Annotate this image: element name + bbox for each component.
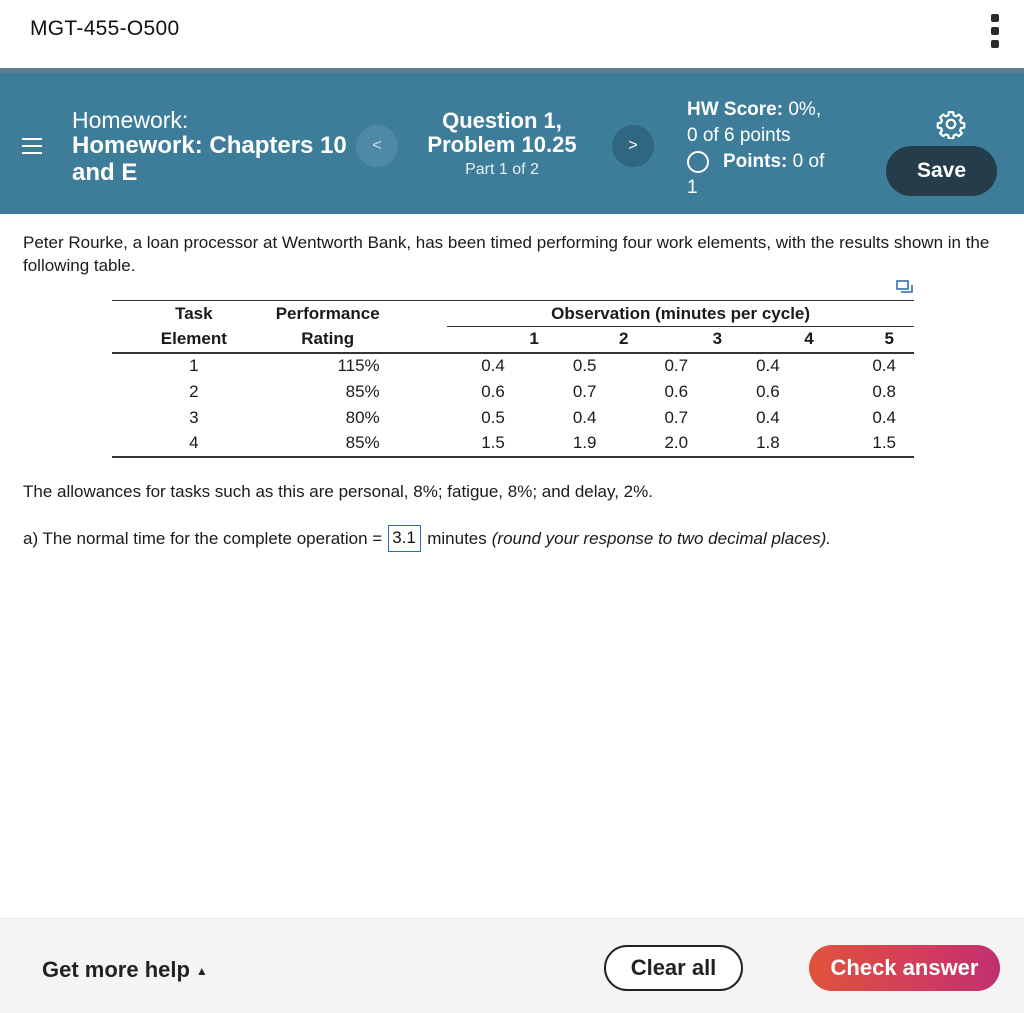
menu-icon[interactable] [22, 138, 42, 154]
course-title: MGT-455-O500 [30, 17, 180, 40]
rating-cell: 80% [345, 407, 380, 427]
table-row [112, 353, 914, 379]
obs-cell: 0.4 [756, 356, 780, 375]
obs-cell: 0.7 [664, 407, 689, 427]
hw-score [687, 97, 847, 123]
obs-cell: 0.4 [481, 356, 505, 375]
points-total: 0 of 6 points [687, 125, 791, 146]
settings-gear-icon[interactable] [936, 109, 966, 139]
obs-cell: 0.6 [664, 381, 689, 401]
previous-question-button[interactable]: < [356, 125, 398, 167]
question-part: Part 1 of 2 [465, 161, 539, 178]
obs-cell: 0.4 [756, 407, 780, 427]
task-cell: 1 [189, 356, 199, 375]
obs-cell: 1.9 [572, 433, 597, 452]
clear-all-button[interactable]: Clear all [604, 945, 743, 991]
hw-score-value: 0%, [788, 99, 822, 120]
col-rating-header: Performance [275, 303, 380, 323]
task-cell: 4 [189, 433, 199, 452]
col-rating-header-2: Rating [301, 329, 355, 348]
obs-cell: 1.5 [481, 433, 505, 452]
obs-cell: 0.5 [572, 356, 597, 375]
obs-col-1: 1 [529, 329, 539, 349]
obs-cell: 0.4 [872, 407, 896, 427]
obs-cell: 2.0 [664, 433, 689, 452]
hw-score-label: HW Score: [687, 99, 784, 120]
question-title: Question 1, Problem 10.25 [427, 108, 577, 157]
next-question-button[interactable]: > [612, 125, 654, 167]
col-task-header-2: Element [160, 329, 227, 348]
question-a [23, 525, 831, 552]
homework-name[interactable]: Homework: Chapters 10 and E [72, 132, 347, 186]
more-options-icon[interactable] [990, 14, 1000, 48]
table-row [112, 379, 914, 405]
rating-cell: 85% [345, 381, 380, 401]
obs-cell: 0.4 [572, 407, 597, 427]
question-points [687, 149, 847, 175]
get-more-help-button[interactable] [42, 957, 208, 983]
question-a-unit: minutes [427, 528, 487, 548]
obs-cell: 1.8 [756, 433, 780, 452]
copy-table-icon[interactable] [896, 280, 914, 296]
answer-input[interactable]: 3.1 [388, 525, 421, 552]
points-value: 0 of [792, 151, 825, 172]
save-button[interactable]: Save [886, 146, 997, 196]
obs-cell: 0.7 [572, 381, 597, 401]
rating-cell: 115% [337, 356, 380, 375]
table-row [112, 405, 914, 431]
question-a-hint: (round your response to two decimal places). [491, 528, 831, 548]
obs-cell: 0.6 [481, 381, 505, 401]
obs-cell: 0.8 [872, 381, 896, 401]
status-circle-icon [687, 151, 709, 173]
caret-up-icon: ▲ [195, 964, 208, 979]
table-row [112, 431, 914, 457]
obs-cell: 0.6 [756, 381, 780, 401]
obs-cell: 0.5 [481, 407, 505, 427]
obs-cell: 1.5 [872, 433, 896, 452]
observation-table [112, 300, 914, 458]
obs-col-3: 3 [712, 329, 723, 349]
rating-cell: 85% [345, 433, 380, 452]
obs-col-4: 4 [804, 329, 814, 349]
points-max: 1 [687, 177, 698, 198]
score-block [687, 97, 847, 201]
homework-header [0, 68, 1024, 214]
help-label: Get more help [42, 957, 190, 982]
check-answer-button[interactable]: Check answer [809, 945, 1000, 991]
col-task-header: Task [175, 303, 213, 323]
obs-col-2: 2 [619, 329, 629, 349]
observation-header: Observation (minutes per cycle) [447, 301, 914, 327]
obs-cell: 0.7 [664, 356, 689, 375]
allowances-text: The allowances for tasks such as this are personal, 8%; fatigue, 8%; and delay, 2%. [23, 482, 653, 501]
points-label: Points: [723, 151, 788, 172]
task-cell: 3 [189, 407, 199, 427]
question-a-prefix: a) The normal time for the complete operation = [23, 528, 383, 548]
obs-col-5: 5 [884, 329, 894, 349]
homework-label: Homework: [72, 107, 189, 133]
top-bar [0, 0, 1024, 68]
task-cell: 2 [189, 381, 199, 401]
problem-intro: Peter Rourke, a loan processor at Wentworth Bank, has been timed performing four work elements, with the results shown in the following table. [23, 233, 990, 275]
footer-bar [0, 918, 1024, 1013]
obs-cell: 0.4 [872, 356, 896, 375]
